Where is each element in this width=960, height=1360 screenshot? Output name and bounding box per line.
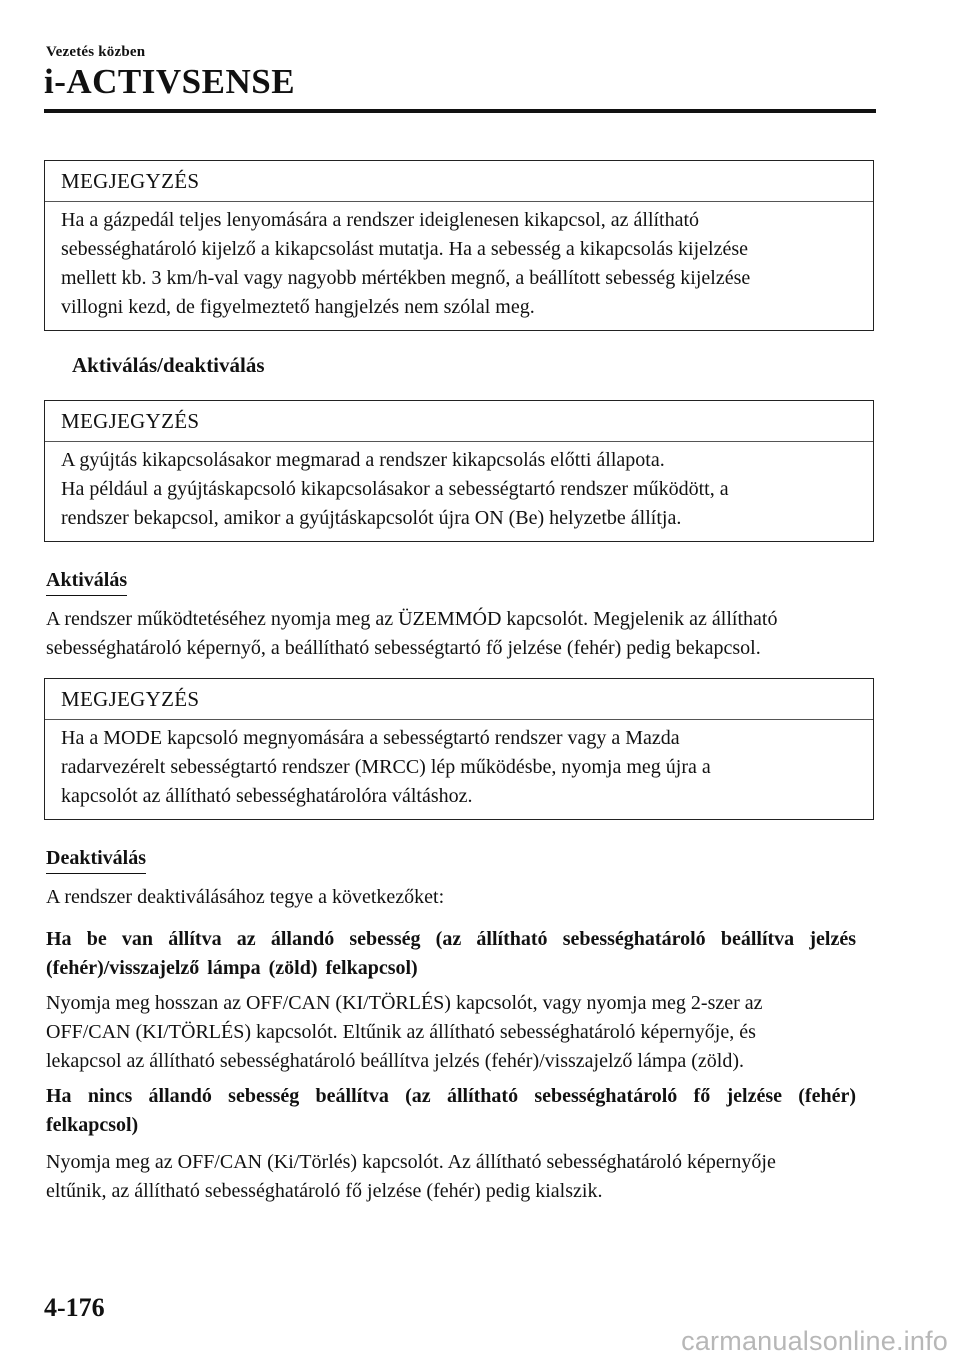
note-heading: MEGJEGYZÉS [45, 679, 873, 720]
note-line: rendszer bekapcsol, amikor a gyújtáskapcsolót újra ON (Be) helyzetbe állítja. [61, 507, 682, 529]
note-heading: MEGJEGYZÉS [45, 161, 873, 202]
deactivation-intro: A rendszer deaktiválásához tegye a következőket: [46, 886, 445, 908]
subheading-activation-deactivation: Aktiválás/deaktiválás [72, 353, 265, 377]
note-line: kapcsolót az állítható sebességhatárolóra váltáshoz. [61, 785, 473, 807]
note-line: mellett kb. 3 km/h-val vagy nagyobb mértékben megnő, a beállított sebesség kijelzése [61, 267, 751, 289]
deactivation-case1-title: Ha be van állítva az állandó sebesség (az állítható sebességhatároló beállítva jelzés (fehér)/visszajelző lámpa (zöld) felkapcsol) [46, 928, 856, 979]
note-body [45, 442, 873, 541]
paragraph-line: eltűnik, az állítható sebességhatároló fő jelzése (fehér) pedig kialszik. [46, 1180, 603, 1202]
paragraph-line: OFF/CAN (KI/TÖRLÉS) kapcsolót. Eltűnik az állítható sebességhatároló képernyője, és [46, 1021, 756, 1043]
deactivation-case2-title: Ha nincs állandó sebesség beállítva (az állítható sebességhatároló fő jelzése (fehér) felkapcsol) [46, 1085, 856, 1136]
note-box-throttle [44, 160, 874, 331]
note-line: A gyújtás kikapcsolásakor megmarad a rendszer kikapcsolás előtti állapota. [61, 449, 665, 471]
note-body [45, 202, 873, 330]
note-box-ignition [44, 400, 874, 542]
paragraph-line: A rendszer működtetéséhez nyomja meg az ÜZEMMÓD kapcsolót. Megjelenik az állítható [46, 608, 778, 630]
paragraph-line: Nyomja meg hosszan az OFF/CAN (KI/TÖRLÉS) kapcsolót, vagy nyomja meg 2-szer az [46, 992, 763, 1014]
note-box-mode [44, 678, 874, 820]
note-heading: MEGJEGYZÉS [45, 401, 873, 442]
note-line: villogni kezd, de figyelmeztető hangjelzés nem szólal meg. [61, 296, 535, 318]
activation-text [46, 605, 876, 663]
deactivation-case2-text [46, 1148, 876, 1206]
paragraph-line: Nyomja meg az OFF/CAN (Ki/Törlés) kapcsolót. Az állítható sebességhatároló képernyője [46, 1151, 776, 1173]
watermark-logo: carmanualsonline.info [681, 1326, 948, 1356]
note-body [45, 720, 873, 819]
deactivation-case1-text [46, 989, 876, 1076]
note-line: Ha a gázpedál teljes lenyomására a rendszer ideiglenesen kikapcsol, az állítható [61, 209, 700, 231]
page-number: 4-176 [44, 1293, 105, 1322]
paragraph-line: sebességhatároló képernyő, a beállítható sebességtartó fő jelzése (fehér) pedig bekapcsol. [46, 637, 761, 659]
note-line: Ha a MODE kapcsoló megnyomására a sebességtartó rendszer vagy a Mazda [61, 727, 680, 749]
note-line: radarvezérelt sebességtartó rendszer (MRCC) lép működésbe, nyomja meg újra a [61, 756, 711, 778]
activation-heading: Aktiválás [46, 568, 127, 596]
chapter-title: i-ACTIVSENSE [44, 62, 296, 101]
header-divider [44, 109, 876, 113]
paragraph-line: lekapcsol az állítható sebességhatároló beállítva jelzés (fehér)/visszajelző lámpa (zöld). [46, 1050, 745, 1072]
section-label: Vezetés közben [46, 44, 146, 60]
deactivation-heading: Deaktiválás [46, 846, 146, 874]
note-line: sebességhatároló kijelző a kikapcsolást mutatja. Ha a sebesség a kikapcsolás kijelzése [61, 238, 748, 260]
note-line: Ha például a gyújtáskapcsoló kikapcsolásakor a sebességtartó rendszer működött, a [61, 478, 729, 500]
